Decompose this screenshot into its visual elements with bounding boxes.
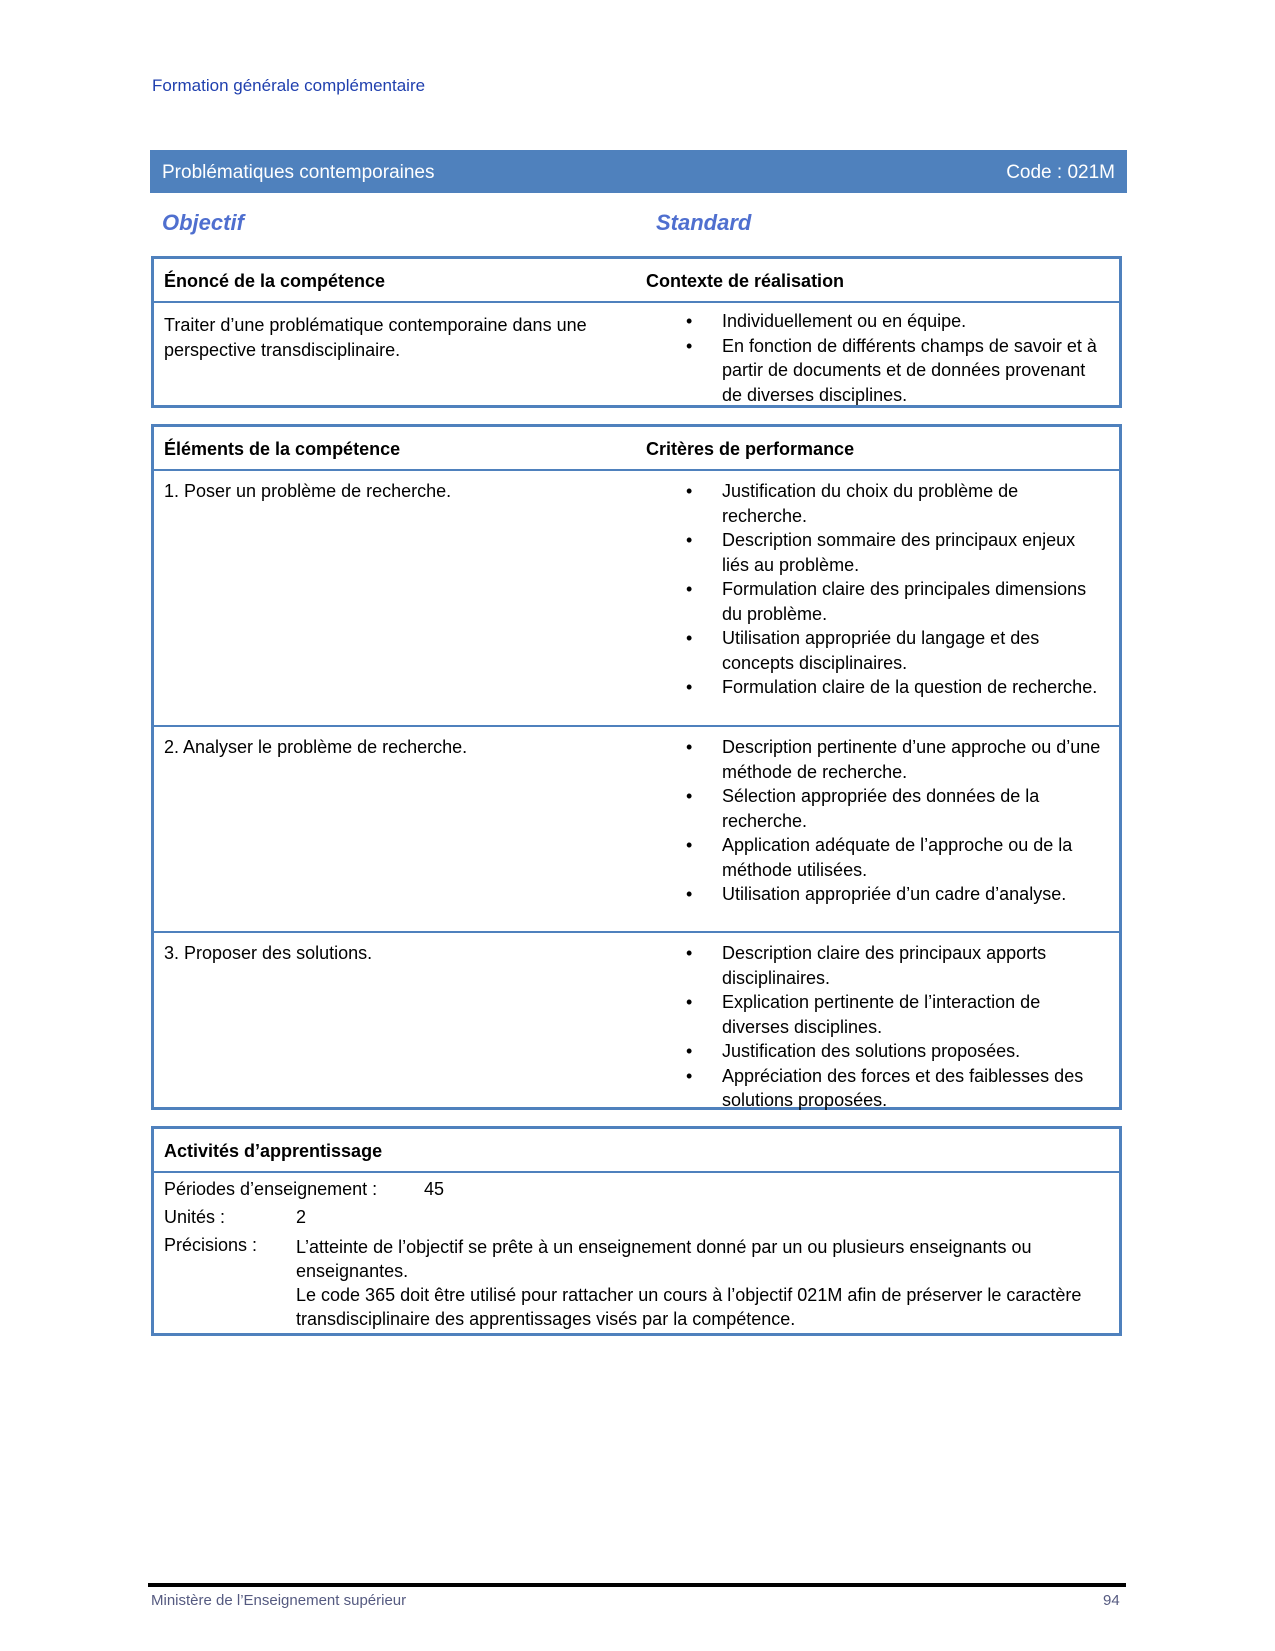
course-title: Problématiques contemporaines: [162, 162, 435, 183]
criterion-item: • Utilisation appropriée du langage et des concepts disciplinaires.: [684, 626, 1104, 675]
element-text: 2. Analyser le problème de recherche.: [164, 737, 468, 757]
precision-text: L’atteinte de l’objectif se prête à un enseignement donné par un ou plusieurs enseignants ou enseignantes.: [296, 1237, 1032, 1281]
periodes-label: Périodes d’enseignement :: [164, 1179, 378, 1199]
criterion-item: • Justification des solutions proposées.: [684, 1039, 1104, 1064]
objectif-label: Objectif: [162, 210, 244, 235]
unites-label: Unités :: [164, 1207, 226, 1227]
element-row: [154, 471, 1119, 727]
element-row: [154, 933, 1119, 1111]
criterion-item: • Description pertinente d’une approche ou d’une méthode de recherche.: [684, 735, 1104, 784]
activities-header: [154, 1129, 1119, 1173]
running-head: Formation générale complémentaire: [152, 76, 426, 95]
criteria-list: [684, 479, 1104, 700]
enonce-text: Traiter d’une problématique contemporaine dans une perspective transdisciplinaire.: [164, 315, 587, 360]
precisions-label: Précisions :: [164, 1235, 258, 1255]
criteria-header-label: Critères de performance: [646, 439, 855, 459]
precision-text: Le code 365 doit être utilisé pour rattacher un cours à l’objectif 021M afin de préserver le caractère transdisciplinaire des apprentissages visés par la compétence.: [296, 1285, 1082, 1329]
criteria-list: [684, 941, 1104, 1113]
criterion-item: • Application adéquate de l’approche ou de la méthode utilisées.: [684, 833, 1104, 882]
criterion-item: • Justification du choix du problème de recherche.: [684, 479, 1104, 528]
competence-box: [151, 256, 1122, 408]
criterion-item: • Utilisation appropriée d’un cadre d’analyse.: [684, 882, 1104, 907]
criterion-item: • Sélection appropriée des données de la recherche.: [684, 784, 1104, 833]
footer-ministry: Ministère de l’Enseignement supérieur: [151, 1592, 407, 1609]
elements-header: [154, 427, 1119, 471]
elements-header-label: Éléments de la compétence: [164, 439, 401, 459]
criterion-item: • Appréciation des forces et des faiblesses des solutions proposées.: [684, 1064, 1104, 1113]
activities-box: [151, 1126, 1122, 1336]
criterion-item: • Explication pertinente de l’interaction de diverses disciplines.: [684, 990, 1104, 1039]
course-code: Code : 021M: [1006, 162, 1115, 183]
footer-divider: [148, 1583, 1126, 1587]
competence-row: [154, 303, 1119, 407]
periodes-value: 45: [424, 1179, 445, 1199]
criterion-item: • Description claire des principaux apports disciplinaires.: [684, 941, 1104, 990]
element-text: 3. Proposer des solutions.: [164, 943, 373, 963]
elements-box: [151, 424, 1122, 1110]
activities-body: [154, 1173, 1119, 1333]
page-number: 94: [1103, 1592, 1120, 1609]
criterion-item: • Formulation claire de la question de recherche.: [684, 675, 1104, 700]
competence-header: [154, 259, 1119, 303]
criterion-item: • Formulation claire des principales dimensions du problème.: [684, 577, 1104, 626]
enonce-header: Énoncé de la compétence: [164, 271, 386, 291]
contexte-item: • Individuellement ou en équipe.: [684, 309, 1104, 334]
contexte-list: [684, 309, 1104, 407]
contexte-header: Contexte de réalisation: [646, 271, 845, 291]
criterion-item: • Description sommaire des principaux enjeux liés au problème.: [684, 528, 1104, 577]
contexte-item: • En fonction de différents champs de savoir et à partir de documents et de données provenant de diverses disciplines.: [684, 334, 1104, 408]
element-row: [154, 727, 1119, 933]
unites-value: 2: [296, 1207, 307, 1227]
element-text: 1. Poser un problème de recherche.: [164, 481, 452, 501]
standard-label: Standard: [656, 210, 752, 235]
activities-header-label: Activités d’apprentissage: [164, 1141, 383, 1161]
criteria-list: [684, 735, 1104, 907]
title-band: [150, 150, 1127, 193]
